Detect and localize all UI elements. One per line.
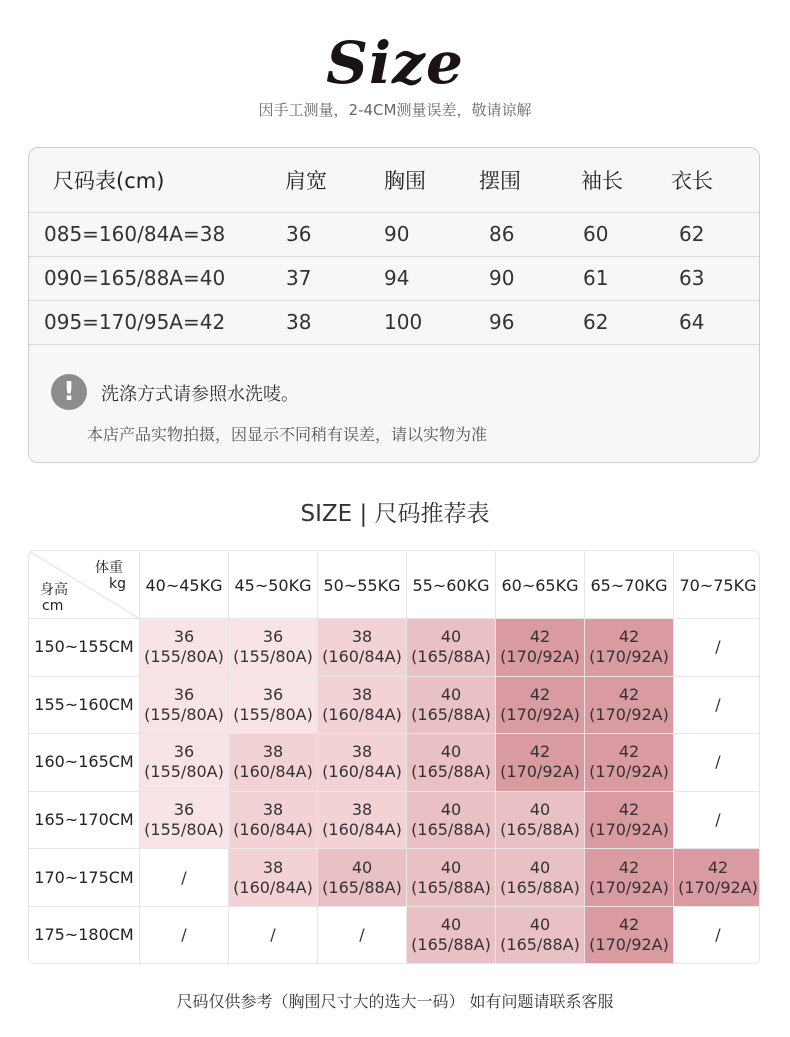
cell-size: 095=170/95A=42 (44, 310, 226, 334)
recommended-size: 40 (351, 857, 373, 877)
recommended-size: 36 (173, 742, 195, 762)
header-length: 衣长 (671, 169, 713, 193)
recommended-size: / (359, 925, 365, 945)
wash-instruction: 洗涤方式请参照水洗唛。 (101, 384, 299, 405)
size-spec: (160/84A) (233, 877, 313, 897)
size-cell (407, 849, 496, 907)
weight-header: 60~65KG (496, 551, 585, 619)
page-title: Size (326, 29, 464, 97)
recommend-title: SIZE | 尺码推荐表 (300, 501, 490, 527)
size-spec: (160/84A) (233, 820, 313, 840)
recommended-size: / (715, 752, 721, 772)
table-row (29, 212, 760, 257)
height-header: 165~170CM (29, 792, 140, 850)
size-spec: (165/88A) (411, 647, 491, 667)
recommended-size: 40 (529, 915, 551, 935)
recommended-size: 42 (618, 627, 640, 647)
recommended-size: 38 (262, 742, 284, 762)
cell-length: 62 (679, 222, 705, 246)
recommended-size: 36 (262, 627, 284, 647)
cell-shoulder: 37 (286, 266, 312, 290)
size-spec: (155/80A) (144, 647, 224, 667)
recommended-size: 42 (618, 857, 640, 877)
recommended-size: 42 (618, 742, 640, 762)
weight-header: 45~50KG (229, 551, 318, 619)
size-spec: (165/88A) (322, 877, 402, 897)
size-cell (407, 619, 496, 677)
recommended-size: 38 (262, 857, 284, 877)
size-spec: (165/88A) (411, 877, 491, 897)
size-spec: (160/84A) (322, 647, 402, 667)
size-cell (407, 907, 496, 964)
weight-header: 40~45KG (140, 551, 229, 619)
recommended-size: 38 (351, 627, 373, 647)
recommended-size: 40 (440, 857, 462, 877)
size-spec: (160/84A) (322, 704, 402, 724)
recommended-size: 36 (173, 684, 195, 704)
size-cell (496, 677, 585, 735)
size-spec: (170/92A) (589, 877, 669, 897)
size-spec: (155/80A) (144, 820, 224, 840)
recommended-size: / (181, 925, 187, 945)
recommended-size: 36 (173, 627, 195, 647)
size-spec: (160/84A) (233, 762, 313, 782)
weight-header: 55~60KG (407, 551, 496, 619)
weight-header: 70~75KG (674, 551, 760, 619)
size-spec: (170/92A) (589, 935, 669, 955)
size-cell (229, 792, 318, 850)
size-cell (318, 849, 407, 907)
recommended-size: 40 (440, 800, 462, 820)
footer-note: 尺码仅供参考（胸围尺寸大的选大一码） 如有问题请联系客服 (176, 992, 614, 1011)
recommended-size: 40 (440, 742, 462, 762)
size-spec: (165/88A) (411, 935, 491, 955)
recommended-size: 38 (351, 800, 373, 820)
size-cell (674, 907, 760, 964)
weight-header: 50~55KG (318, 551, 407, 619)
recommended-size: / (181, 867, 187, 887)
size-cell (229, 849, 318, 907)
header-hem: 摆围 (479, 169, 521, 193)
recommended-size: 40 (440, 684, 462, 704)
size-cell (140, 619, 229, 677)
size-spec: (165/88A) (500, 935, 580, 955)
size-cell (407, 734, 496, 792)
recommended-size: / (715, 694, 721, 714)
recommended-size: 40 (440, 915, 462, 935)
cell-shoulder: 36 (286, 222, 312, 246)
height-header: 155~160CM (29, 677, 140, 735)
height-header: 160~165CM (29, 734, 140, 792)
header-shoulder: 肩宽 (285, 169, 327, 193)
size-cell (496, 849, 585, 907)
size-cell (585, 619, 674, 677)
size-spec: (155/80A) (233, 704, 313, 724)
size-cell (140, 792, 229, 850)
recommended-size: 40 (529, 800, 551, 820)
size-cell (496, 734, 585, 792)
recommended-size: 42 (618, 684, 640, 704)
size-spec: (155/80A) (144, 762, 224, 782)
cell-hem: 90 (489, 266, 515, 290)
size-cell (674, 619, 760, 677)
size-spec: (165/88A) (500, 820, 580, 840)
height-header: 175~180CM (29, 907, 140, 964)
table-corner (29, 551, 140, 619)
size-spec: (170/92A) (589, 762, 669, 782)
recommended-size: / (270, 925, 276, 945)
size-cell (674, 849, 760, 907)
recommended-size: / (715, 925, 721, 945)
recommended-size: 42 (529, 627, 551, 647)
size-cell (318, 734, 407, 792)
corner-weight-label: 体重 (95, 560, 123, 576)
size-cell (140, 907, 229, 964)
photo-disclaimer: 本店产品实物拍摄，因显示不同稍有误差，请以实物为准 (87, 425, 488, 444)
table-row (29, 300, 760, 345)
cell-chest: 94 (384, 266, 410, 290)
size-cell (585, 907, 674, 964)
size-spec: (155/80A) (233, 647, 313, 667)
size-cell (407, 792, 496, 850)
exclamation-icon: ! (51, 374, 87, 410)
size-cell (318, 677, 407, 735)
size-cell (496, 792, 585, 850)
size-cell (674, 734, 760, 792)
recommended-size: 42 (529, 742, 551, 762)
size-cell (318, 792, 407, 850)
recommended-size: 42 (618, 915, 640, 935)
recommended-size: 36 (262, 684, 284, 704)
size-recommendation-table (28, 550, 760, 964)
size-spec: (170/92A) (500, 647, 580, 667)
recommended-size: / (715, 810, 721, 830)
corner-cm-label: cm (42, 598, 64, 614)
size-cell (318, 907, 407, 964)
measurement-disclaimer: 因手工测量，2-4CM测量误差，敬请谅解 (258, 101, 532, 119)
header-sleeve: 袖长 (581, 169, 623, 193)
size-cell (674, 677, 760, 735)
corner-height-label: 身高 (40, 582, 68, 598)
cell-length: 63 (679, 266, 705, 290)
recommended-size: 36 (173, 800, 195, 820)
cell-sleeve: 62 (583, 310, 609, 334)
size-cell (585, 677, 674, 735)
size-spec: (165/88A) (411, 762, 491, 782)
header-chest: 胸围 (384, 169, 426, 193)
size-spec: (155/80A) (144, 704, 224, 724)
size-cell (496, 907, 585, 964)
size-spec: (165/88A) (411, 820, 491, 840)
size-cell (585, 734, 674, 792)
size-cell (140, 677, 229, 735)
size-spec: (170/92A) (500, 762, 580, 782)
recommended-size: 38 (351, 742, 373, 762)
size-cell (585, 792, 674, 850)
cell-sleeve: 61 (583, 266, 609, 290)
corner-kg-label: kg (109, 576, 126, 592)
size-spec: (170/92A) (500, 704, 580, 724)
size-spec: (160/84A) (322, 820, 402, 840)
header-size: 尺码表(cm) (53, 169, 165, 193)
height-header: 150~155CM (29, 619, 140, 677)
cell-chest: 100 (384, 310, 423, 334)
size-cell (318, 619, 407, 677)
cell-size: 085=160/84A=38 (44, 222, 226, 246)
cell-hem: 96 (489, 310, 515, 334)
weight-header: 65~70KG (585, 551, 674, 619)
cell-sleeve: 60 (583, 222, 609, 246)
cell-chest: 90 (384, 222, 410, 246)
size-cell (496, 619, 585, 677)
size-cell (140, 849, 229, 907)
cell-hem: 86 (489, 222, 515, 246)
size-cell (229, 907, 318, 964)
size-spec: (160/84A) (322, 762, 402, 782)
height-header: 170~175CM (29, 849, 140, 907)
recommended-size: 42 (529, 684, 551, 704)
cell-length: 64 (679, 310, 705, 334)
size-table-header (29, 148, 760, 213)
recommended-size: 40 (529, 857, 551, 877)
size-cell (674, 792, 760, 850)
size-spec: (165/88A) (500, 877, 580, 897)
size-cell (229, 619, 318, 677)
size-cell (407, 677, 496, 735)
size-spec: (170/92A) (678, 877, 758, 897)
cell-shoulder: 38 (286, 310, 312, 334)
recommended-size: 38 (262, 800, 284, 820)
size-spec: (170/92A) (589, 647, 669, 667)
size-spec: (170/92A) (589, 820, 669, 840)
recommended-size: / (715, 637, 721, 657)
cell-size: 090=165/88A=40 (44, 266, 226, 290)
size-measurement-card (28, 147, 760, 463)
recommended-size: 40 (440, 627, 462, 647)
size-spec: (170/92A) (589, 704, 669, 724)
size-cell (585, 849, 674, 907)
size-cell (140, 734, 229, 792)
size-cell (229, 734, 318, 792)
recommended-size: 42 (707, 857, 729, 877)
table-row (29, 256, 760, 301)
recommended-size: 38 (351, 684, 373, 704)
size-spec: (165/88A) (411, 704, 491, 724)
size-cell (229, 677, 318, 735)
recommended-size: 42 (618, 800, 640, 820)
